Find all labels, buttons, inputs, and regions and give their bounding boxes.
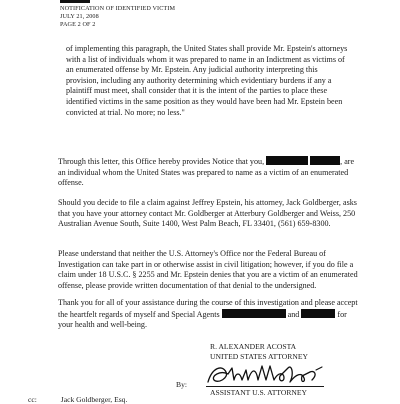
thanks-text-end: for your health and well-being. xyxy=(58,309,347,330)
letter-header xyxy=(60,0,175,29)
signatory-name: R. ALEXANDER ACOSTA xyxy=(210,342,297,351)
by-label: By: xyxy=(176,380,187,389)
signatory-caption: ASSISTANT U.S. ATTORNEY xyxy=(210,388,308,397)
header-date: JULY 21, 2008 xyxy=(60,13,99,20)
header-title: NOTIFICATION OF IDENTIFIED VICTIM xyxy=(60,5,176,12)
thanks-text-and: and xyxy=(287,309,300,319)
redaction-bar xyxy=(301,309,335,318)
quoted-provision: of implementing this paragraph, the United States shall provide Mr. Epstein's attorneys with a list of individuals whom it was prepared to name in an Indictment as victims of an enumerated offense by Mr. Epstein. Any judicial authority interpreting this provision, including any authority determining which evidentiary burdens if any a plaintiff must meet, shall consider that it is the intent of the parties to place these identified victims in the same position as they would have been had Mr. Epstein been convicted at trial. No more; no less." xyxy=(66,44,348,117)
notice-text-start: Through this letter, this Office hereby provides Notice that you, xyxy=(58,157,265,166)
notice-paragraph xyxy=(58,156,358,189)
redaction-bar xyxy=(310,156,340,165)
redaction-bar xyxy=(266,156,308,165)
header-page-number: PAGE 2 OF 2 xyxy=(60,21,96,28)
handwritten-signature xyxy=(204,362,334,388)
signature-block xyxy=(210,342,308,361)
litigation-paragraph: Please understand that neither the U.S. Attorney's Office nor the Federal Bureau of Investigation can take part in or otherwise assist in civil litigation; however, if you do file a claim under 18 U.S.C. § 2255 and Mr. Epstein denies that you are a victim of an enumerated offense, please provide written documentation of that denial to the undersigned. xyxy=(58,249,358,290)
cc-label: cc: xyxy=(28,395,37,404)
redaction-bar xyxy=(222,309,286,318)
cc-recipient: Jack Goldberger, Esq. xyxy=(60,395,128,404)
notice-text-end: , are an individual whom the United States was prepared to name as a victim of an enumerated offense. xyxy=(58,157,355,188)
claim-paragraph: Should you decide to file a claim against Jeffrey Epstein, his attorney, Jack Goldberger, asks that you have your attorney contact Mr. Goldberger at Atterbury Goldberger and Weiss, 250 Australian Avenue South, Suite 1400, West Palm Beach, FL 33401, (561) 659-8300. xyxy=(58,198,357,229)
signatory-title: UNITED STATES ATTORNEY xyxy=(210,351,308,361)
thanks-text-start: Thank you for all of your assistance during the course of this investigation and please accept the heartfelt regards of myself and Special Agents xyxy=(58,298,358,319)
thanks-paragraph xyxy=(58,298,358,331)
signature-line xyxy=(206,386,324,387)
redaction-bar xyxy=(60,0,90,3)
